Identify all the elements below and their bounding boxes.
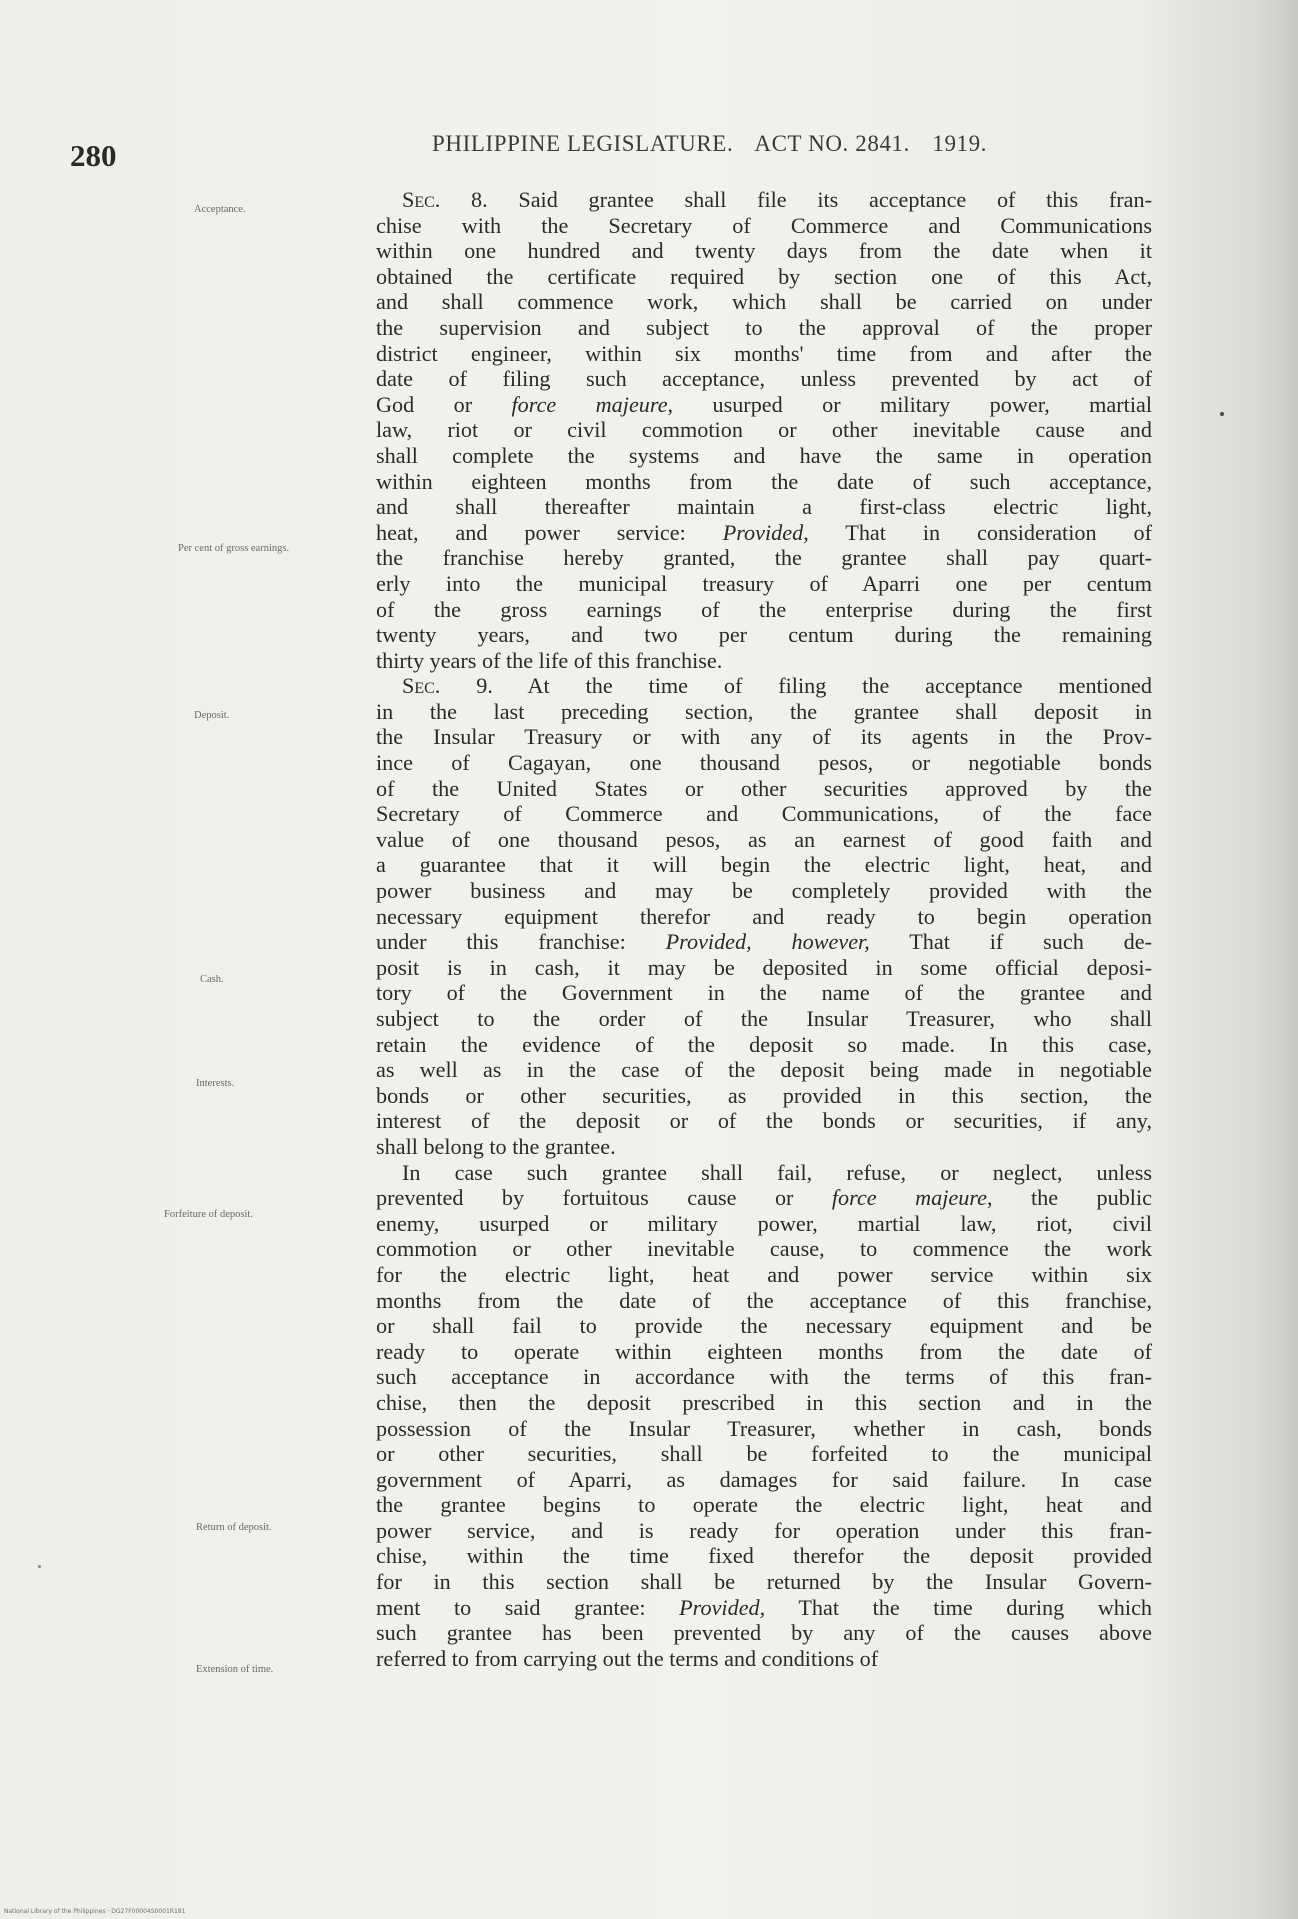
text-line: the Insular Treasury or with any of its agents in the Prov- [376, 724, 1152, 750]
text-line: obtained the certificate required by section one of this Act, [376, 263, 1152, 289]
running-head-year: 1919. [932, 131, 988, 156]
text-line: in the last preceding section, the grantee shall deposit in [376, 698, 1152, 724]
text-line: as well as in the case of the deposit being made in negotiable [376, 1057, 1152, 1083]
text-line: retain the evidence of the deposit so made. In this case, [376, 1031, 1152, 1057]
text-line: Secretary of Commerce and Communications, of the face [376, 801, 1152, 827]
text-line: under this franchise: Provided, however, That if such de- [376, 929, 1152, 955]
text-line: In case such grantee shall fail, refuse, or neglect, unless [402, 1159, 1152, 1185]
text-line: Sec. 8. Said grantee shall file its acceptance of this fran- [402, 187, 1152, 212]
text-line: such grantee has been prevented by any of the causes above [376, 1620, 1152, 1646]
text-line: God or force majeure, usurped or military power, martial [376, 391, 1152, 417]
text-line: commotion or other inevitable cause, to commence the work [376, 1236, 1152, 1262]
text-line: ready to operate within eighteen months from the date of [376, 1338, 1152, 1364]
text-line: tory of the Government in the name of the grantee and [376, 980, 1152, 1006]
text-line: chise with the Secretary of Commerce and Communications [376, 212, 1152, 238]
text-line: law, riot or civil commotion or other inevitable cause and [376, 417, 1152, 443]
text-line: months from the date of the acceptance of this franchise, [376, 1287, 1152, 1313]
text-line: ment to said grantee: Provided, That the time during which [376, 1594, 1153, 1620]
text-line: value of one thousand pesos, as an earnest of good faith and [376, 826, 1152, 852]
text-line: ince of Cagayan, one thousand pesos, or negotiable bonds [376, 750, 1152, 776]
text-line: shall complete the systems and have the same in operation [376, 442, 1152, 468]
text-line: possession of the Insular Treasurer, whether in cash, bonds [376, 1415, 1152, 1441]
text-line: interest of the deposit or of the bonds or securities, if any, [376, 1108, 1152, 1134]
margin-note-interests: Interests. [196, 1078, 235, 1089]
text-line: thirty years of the life of this franchise. [376, 647, 723, 673]
running-head [432, 131, 1003, 157]
text-line: power business and may be completely provided with the [376, 878, 1152, 904]
margin-note-cash: Cash. [200, 974, 224, 985]
text-line: and shall thereafter maintain a first-class electric light, [376, 494, 1152, 520]
text-line: prevented by fortuitous cause or force majeure, the public [376, 1185, 1152, 1211]
text-line: shall belong to the grantee. [376, 1133, 616, 1159]
text-line: erly into the municipal treasury of Aparri one per centum [376, 570, 1152, 596]
text-line: the supervision and subject to the approval of the proper [376, 314, 1152, 340]
text-line: of the gross earnings of the enterprise during the first [376, 596, 1152, 622]
margin-note-forfeiture: Forfeiture of deposit. [164, 1209, 253, 1220]
running-head-act: ACT NO. 2841. [754, 131, 910, 156]
margin-note-extension: Extension of time. [196, 1664, 274, 1675]
text-line: the franchise hereby granted, the grantee shall pay quart- [376, 545, 1152, 571]
scan-speck [38, 1565, 41, 1568]
text-line: and shall commence work, which shall be carried on under [376, 289, 1152, 315]
text-line: referred to from carrying out the terms and conditions of [376, 1645, 879, 1671]
text-line: heat, and power service: Provided, That in consideration of [376, 519, 1152, 545]
text-line: Sec. 9. At the time of filing the acceptance mentioned [402, 673, 1152, 699]
text-line: bonds or other securities, as provided in this section, the [376, 1082, 1152, 1108]
text-line: the grantee begins to operate the electric light, heat and [376, 1492, 1152, 1518]
text-line: or other securities, shall be forfeited to the municipal [376, 1441, 1152, 1467]
page-number: 280 [70, 138, 117, 173]
text-line: subject to the order of the Insular Treasurer, who shall [376, 1006, 1152, 1031]
text-line: such acceptance in accordance with the terms of this fran- [376, 1364, 1152, 1390]
text-line: twenty years, and two per centum during the remaining [376, 622, 1152, 648]
text-line: a guarantee that it will begin the electric light, heat, and [376, 852, 1152, 878]
text-line: district engineer, within six months' time from and after the [376, 340, 1152, 366]
text-line: of the United States or other securities approved by the [376, 775, 1152, 801]
text-line: enemy, usurped or military power, martial law, riot, civil [376, 1210, 1152, 1236]
text-line: within eighteen months from the date of such acceptance, [376, 468, 1152, 494]
text-line: within one hundred and twenty days from the date when it [376, 238, 1152, 264]
text-line: date of filing such acceptance, unless prevented by act of [376, 366, 1152, 392]
margin-note-deposit: Deposit. [194, 710, 230, 721]
margin-note-acceptance: Acceptance. [194, 204, 246, 215]
scan-credit: National Library of the Philippines · DG27F00004S0001R181 [4, 1908, 186, 1915]
margin-note-return: Return of deposit. [196, 1522, 272, 1533]
body-text [376, 187, 1152, 1671]
margin-note-per-cent: Per cent of gross earnings. [178, 543, 290, 554]
text-line: chise, within the time fixed therefor the deposit provided [376, 1543, 1152, 1569]
text-line: for the electric light, heat and power service within six [376, 1261, 1152, 1287]
running-head-title: PHILIPPINE LEGISLATURE. [432, 131, 734, 156]
text-line: necessary equipment therefor and ready to begin operation [376, 903, 1152, 929]
text-line: chise, then the deposit prescribed in this section and in the [376, 1389, 1152, 1415]
text-line: government of Aparri, as damages for said failure. In case [376, 1466, 1152, 1492]
scan-speck [1220, 412, 1224, 416]
text-line: or shall fail to provide the necessary equipment and be [376, 1313, 1152, 1339]
text-line: for in this section shall be returned by the Insular Govern- [376, 1569, 1152, 1595]
text-line: posit is in cash, it may be deposited in some official deposi- [376, 954, 1152, 980]
text-line: power service, and is ready for operation under this fran- [376, 1517, 1152, 1543]
